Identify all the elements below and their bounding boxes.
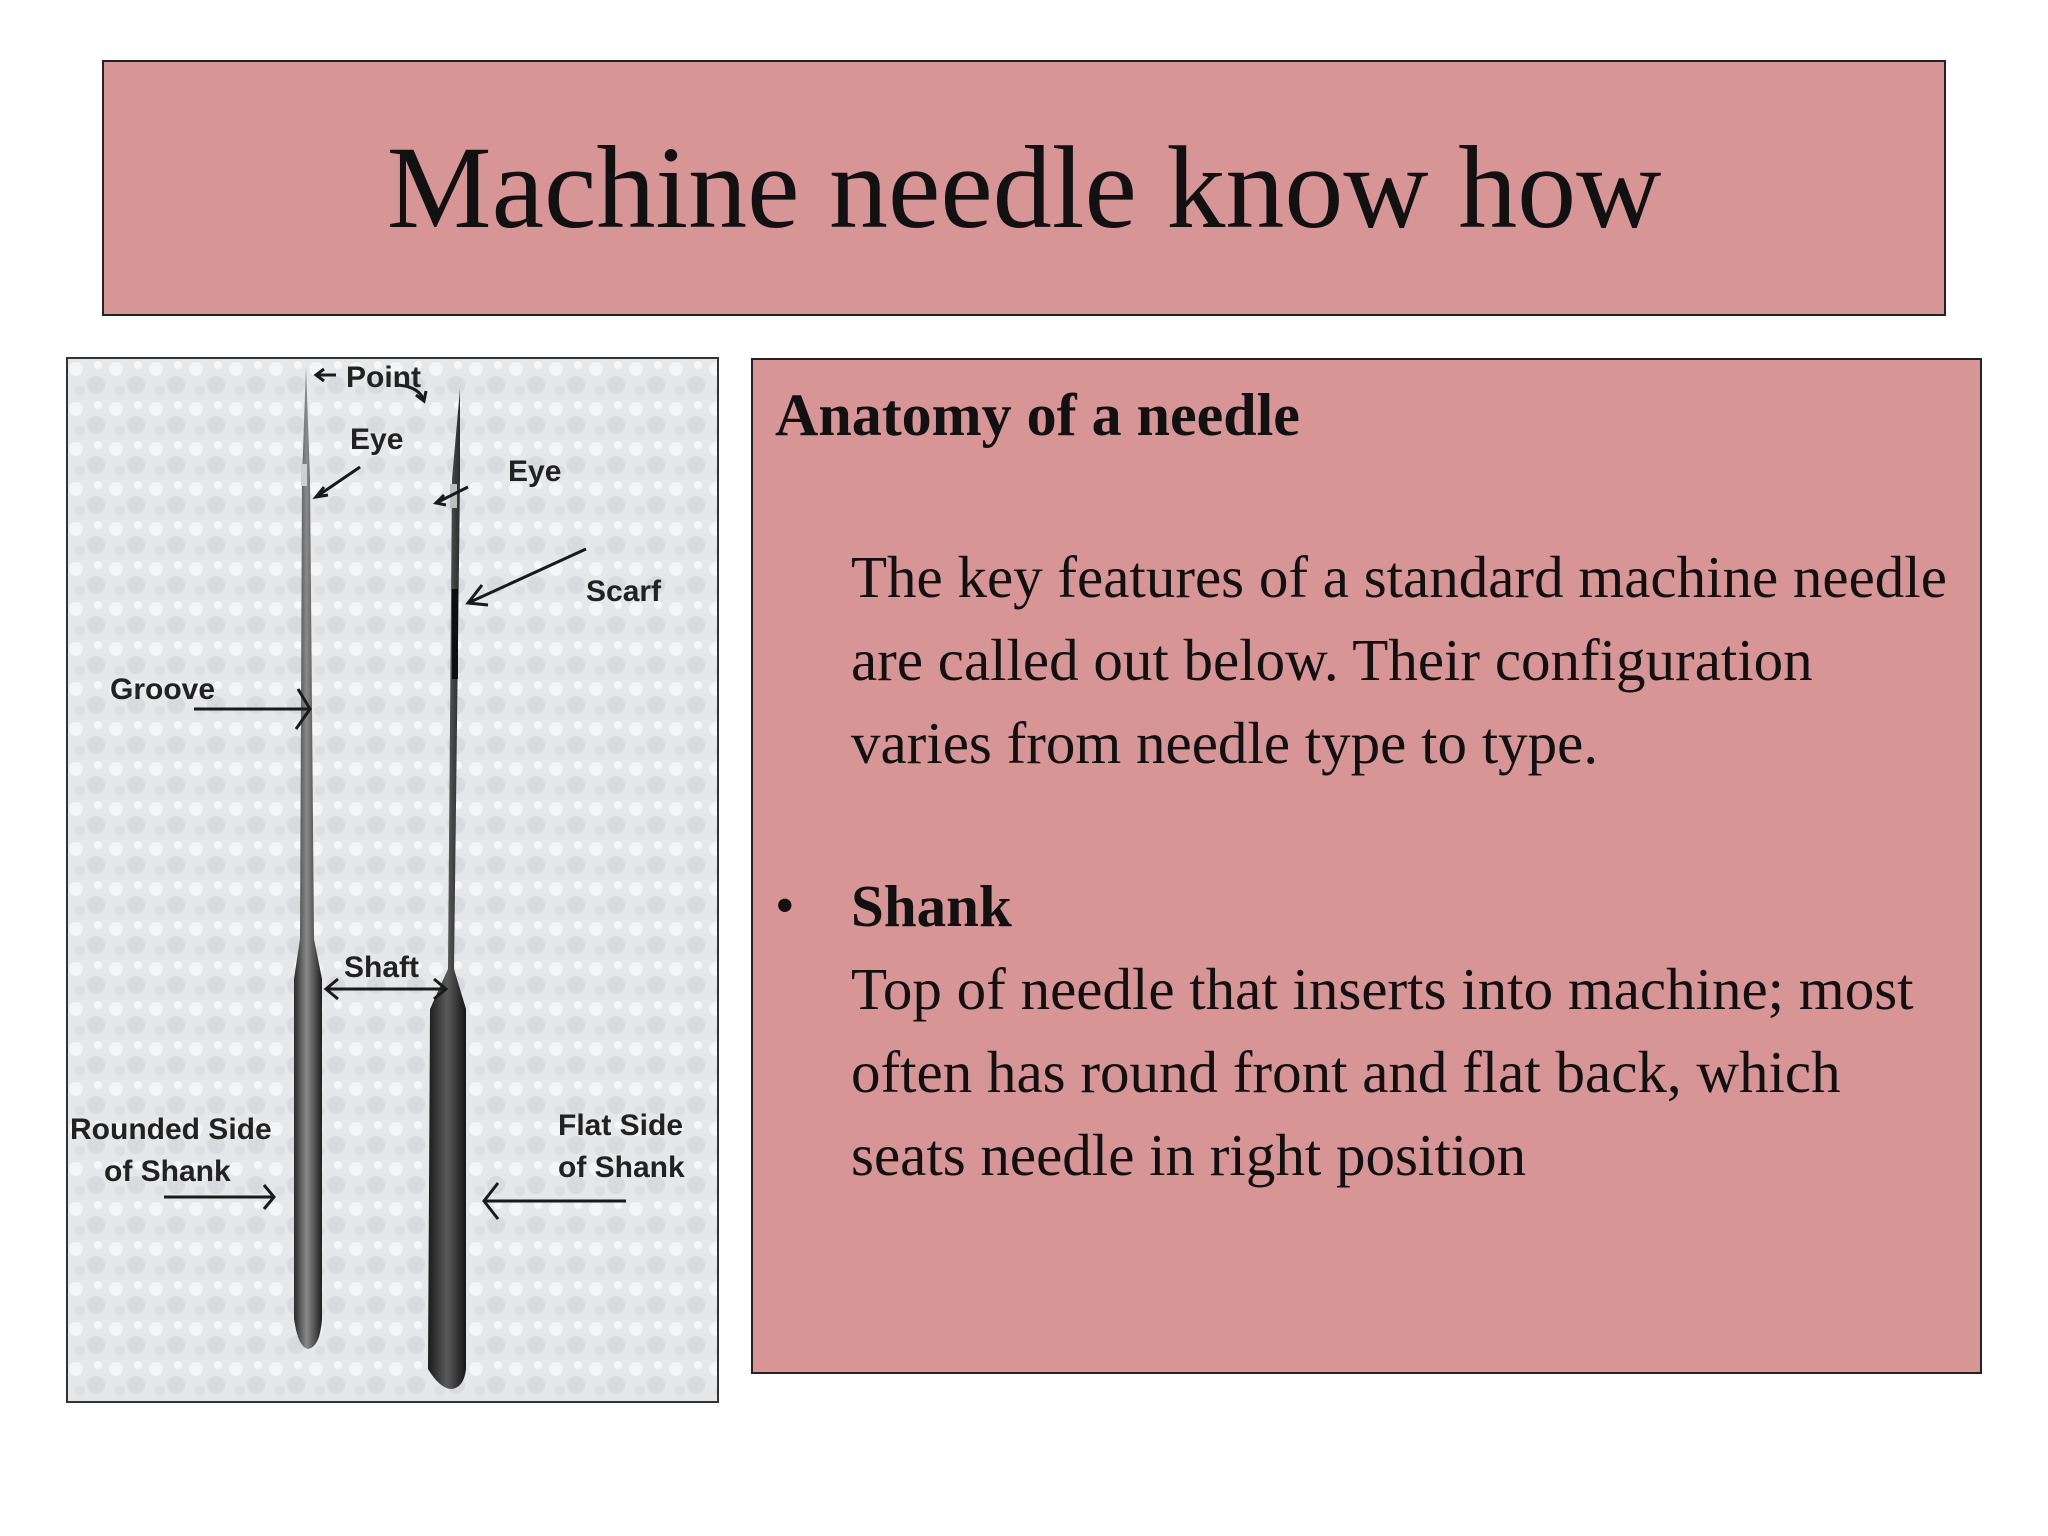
bullet-body <box>851 865 1958 1197</box>
needle-diagram <box>68 359 717 1401</box>
label-scarf: Scarf <box>586 575 662 608</box>
slide-title: Machine needle know how <box>386 122 1662 253</box>
bullet-marker: • <box>775 875 795 937</box>
intro-paragraph: The key features of a standard machine needle are called out below. Their configuration varies from needle type to type. <box>851 544 1947 776</box>
label-shaft: Shaft <box>344 951 419 984</box>
title-box <box>102 60 1946 316</box>
needle-anatomy-photo <box>66 357 719 1403</box>
label-rounded-side-2: of Shank <box>104 1155 231 1188</box>
label-point: Point <box>346 361 421 394</box>
label-flat-side-2: of Shank <box>558 1151 685 1184</box>
label-eye-right: Eye <box>508 455 562 488</box>
label-groove: Groove <box>110 673 216 706</box>
bullet-title: Shank <box>851 873 1012 939</box>
felt-background <box>68 359 717 1401</box>
label-eye-left: Eye <box>350 423 404 456</box>
bullet-item-shank <box>775 865 1958 1197</box>
bullet-text: Top of needle that inserts into machine; most often has round front and flat back, which seats needle in right position <box>851 956 1914 1188</box>
content-box <box>751 358 1982 1374</box>
content-heading: Anatomy of a needle <box>775 382 1300 448</box>
label-flat-side-1: Flat Side <box>558 1109 684 1142</box>
label-rounded-side-1: Rounded Side <box>70 1113 272 1146</box>
